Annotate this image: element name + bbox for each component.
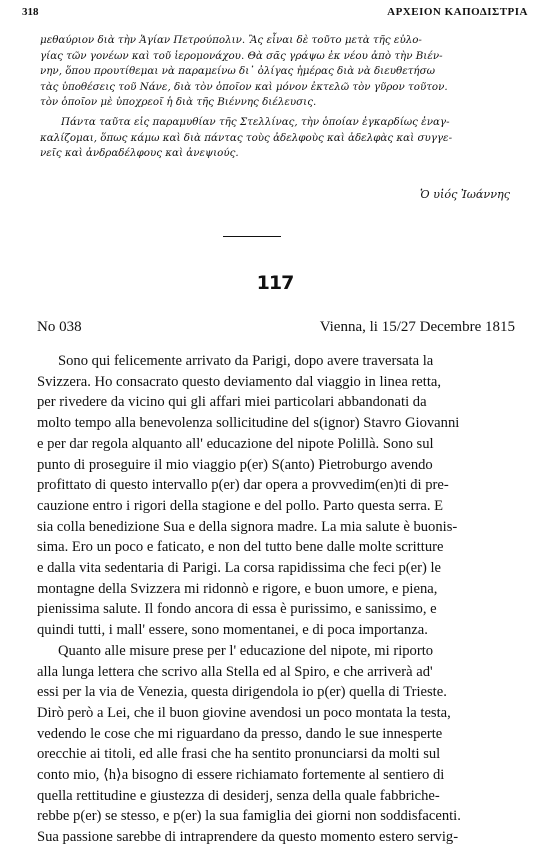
text-line: μεθαύριον διὰ τὴν Ἁγίαν Πετρούπολιν. Ἂς εἶναι δὲ τοῦτο μετὰ τῆς εὐλο- [40,34,422,46]
text-line: sia colla benedizione Sua e della signora madre. La mia salute è buonis- [37,518,458,535]
text-line: Sua passione sarebbe di intraprendere da questo momento estero servig- [37,829,459,846]
greek-paragraph-2 [40,115,514,162]
page-number: 318 [22,6,39,18]
greek-paragraph-1 [40,33,514,111]
text-line: conto mio, ⟨h⟩a bisogno di essere richiamato fortemente al sentiero di [37,767,445,784]
text-line: τὰς ὑποθέσεις τοῦ Νάνε, διὰ τὸν ὁποῖον καὶ μόνον ἐκτελῶ τὸν γῦρον τοῦτον. [40,80,448,93]
document-number: 117 [256,272,294,294]
text-line: Quanto alle misure prese per l' educazione del nipote, mi riporto [58,642,434,659]
text-line: καλίζομαι, ὅπως κάμω καὶ διὰ πάντας τοὺς ἀδελφοὺς καὶ ἀδελφὰς καὶ συγγε- [40,131,453,144]
text-line: cauzione entro i rigori della stagione e del pollo. Parto questa serra. E [37,497,444,514]
text-line: νην, ὅπου προυτίθεμαι νὰ παραμείνω δι᾽ ὀλίγας ἡμέρας διὰ νὰ διευθετήσω [40,65,436,78]
text-line: pienissima salute. Il fondo ancora di essa è purissimo, e sanissimo, e [37,601,437,618]
text-line: τὸν ὁποῖον μὲ ὑποχρεοῖ ἡ διὰ τῆς Βιέννης διέλευσις. [40,96,317,109]
text-line: e dalla vita sedentaria di Parigi. La corsa rapidissima che feci p(er) le [37,560,441,577]
signature: Ὁ υἱός Ἰωάννης [420,188,510,201]
archive-reference: No 038 [37,319,82,335]
text-line: sima. Ero un poco e faticato, e non del tutto bene dalle molte scritture [37,539,444,556]
text-line: γίας τῶν γονέων καὶ τοῦ ἱερομονάχου. Θὰ σᾶς γράψω ἐκ νέου ἀπὸ τὴν Βιέν- [40,49,443,62]
page-header [22,6,528,22]
text-line: νεῖς καὶ ἀνδραδέλφους καὶ ἀνεψιούς. [40,147,239,160]
text-line: profittato di questo intervallo p(er) dar opera a provvedim(en)ti di pre- [37,477,449,494]
text-line: vedendo le cose che mi riguardano da presso, dando le sue innesperte [37,725,443,742]
text-line: essi per la via de Venezia, questa dirigendola io p(er) quella di Trieste. [37,684,447,701]
text-line: e per dar regola alquanto all' educazione del nipote Polillà. Sono sul [37,435,434,452]
letter-body [37,351,515,848]
text-line: alla lunga lettera che scrivo alla Stella ed al Spiro, e che arriverà ad' [37,663,433,680]
place-date: Vienna, li 15/27 Decembre 1815 [319,319,515,335]
text-line: punto di proseguire il mio viaggio p(er) S(anto) Pietroburgo avendo [37,456,433,473]
text-line: molto tempo alla benevolenza sollicitudine del s(ignor) Stavro Giovanni [37,415,460,432]
text-line: montagne della Svizzera mi ridonnò e rigore, e buon umore, e piena, [37,580,438,597]
text-line: orecchie ai titoli, ed alle frasi che ha sentito pronunciarsi da molti sul [37,746,441,763]
text-line: Sono qui felicemente arrivato da Parigi, dopo avere traversata la [58,353,434,369]
text-line: rebbe p(er) se stesso, e p(er) la sua famiglia dei giorni non soddisfacenti. [37,808,461,825]
text-line: Svizzera. Ho consacrato questo deviamento dal viaggio in linea retta, [37,373,442,390]
text-line: Dirò però a Lei, che il buon giovine avendosi un poco montata la testa, [37,704,451,721]
section-divider [223,236,281,237]
text-line: quindi tutti, i mall' essere, sono momentanei, e di poca importanza. [37,622,428,639]
text-line: Πάντα ταῦτα εἰς παραμυθίαν τῆς Στελλίνας, τὴν ὁποίαν ἐγκαρδίως ἐναγ- [61,116,450,128]
text-line: quella rettitudine e giustezza di desiderj, senza della quale fabbriche- [37,787,440,804]
running-title: ΑΡΧΕΙΟΝ ΚΑΠΟΔΙΣΤΡΙΑ [387,6,528,18]
text-line: per rivedere da vicino qui gli affari miei particolari abbandonati da [37,394,427,411]
